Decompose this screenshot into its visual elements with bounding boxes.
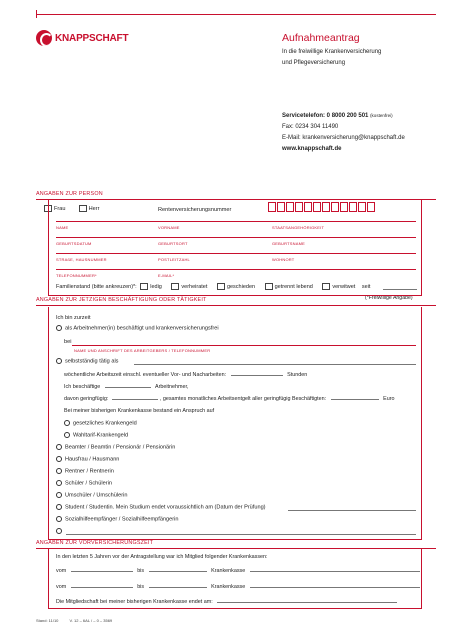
bis-label: bis: [137, 568, 145, 574]
anspruch-label: Bei meiner bisherigen Krankenkasse bestand ein Anspruch auf: [64, 408, 215, 414]
vom-label-2: vom: [56, 584, 67, 590]
wahltarif-label: Wahltarif-Krankengeld: [73, 432, 129, 439]
student-label: Student / Studentin. Mein Studium endet voraussichtlich am (Datum der Prüfung): [65, 504, 266, 511]
logo-text: KNAPPSCHAFT: [55, 32, 129, 44]
vom-input-2[interactable]: [71, 587, 133, 588]
strasse-field[interactable]: STRAßE, HAUSNUMMER: [56, 257, 107, 262]
arbeitszeit-label: wöchentliche Arbeitszeit einschl. eventueller Vor- und Nacharbeiten:: [64, 372, 227, 378]
gesamtes-label: , gesamtes monatliches Arbeitsentgelt aller geringfügig Beschäftigten:: [159, 396, 327, 402]
krankenkasse-label: Krankenkasse: [211, 568, 246, 574]
email-address: E-Mail: krankenversicherung@knappschaft.de: [282, 135, 405, 141]
staatsangehoerigkeit-field[interactable]: STAATSANGEHÖRIGKEIT: [272, 225, 325, 230]
hausfrau-label: Hausfrau / Hausmann: [65, 456, 120, 463]
previous-intro: In den letzten 5 Jahren vor der Antragstellung war ich Mitglied folgender Krankenkassen:: [56, 554, 268, 560]
website: www.knappschaft.de: [282, 146, 342, 152]
freiwillig-note: (*Freiwillige Angabe): [365, 295, 413, 301]
service-phone: Servicetelefon: 0 8000 200 501: [282, 113, 369, 119]
employment-box: [48, 307, 422, 540]
subtitle-line-1: In die freiwillige Krankenversicherung: [282, 49, 382, 55]
section-employment-label: ANGABEN ZUR JETZIGEN BESCHÄFTIGUNG ODER TÄTIGKEIT: [36, 297, 207, 303]
familienstand-label: Familienstand (bitte ankreuzen)*:: [56, 283, 137, 290]
bis-label-2: bis: [137, 584, 145, 590]
bis-input[interactable]: [149, 571, 207, 572]
wohnort-field[interactable]: WOHNORT: [272, 257, 295, 262]
stunden-label: Stunden: [287, 372, 308, 378]
endet-input[interactable]: [217, 602, 397, 603]
sozialhilfe-label: Sozialhilfeempfänger / Sozialhilfeempfängerin: [65, 516, 179, 523]
selbstaendig-label: selbstständig tätig als: [65, 358, 119, 365]
arbeitnehmer-count-label: Arbeitnehmer,: [154, 384, 189, 390]
krankenkasse-input-2[interactable]: [250, 587, 420, 588]
page-title: Aufnahmeantrag: [282, 32, 360, 44]
email-field[interactable]: E-MAIL*: [158, 273, 175, 278]
subtitle-line-2: und Pflegeversicherung: [282, 60, 346, 66]
bei-label: bei: [64, 339, 72, 345]
frau-label: Frau: [54, 205, 66, 212]
verheiratet-label: verheiratet: [181, 283, 208, 290]
telefon-field[interactable]: TELEFONNUMMER*: [56, 273, 97, 278]
endet-label: Die Mitgliedschaft bei meiner bisherigen Krankenkasse endet am:: [56, 599, 213, 605]
vom-label: vom: [56, 568, 67, 574]
arbeitnehmer-label: als Arbeitnehmer(in) beschäftigt und krankenversicherungsfrei: [65, 325, 219, 332]
umschueler-label: Umschüler / Umschülerin: [65, 492, 128, 499]
knappschaft-logo: [36, 30, 128, 46]
krankenkasse-label-2: Krankenkasse: [211, 584, 246, 590]
verwitwet-label: verwitwet: [332, 283, 356, 290]
contact-block: [282, 110, 405, 155]
section-previous-label: ANGABEN ZUR VORVERSICHERUNGSZEIT: [36, 540, 154, 546]
geburtsort-field[interactable]: GEBURTSORT: [158, 241, 188, 246]
page-subtitle: [282, 47, 381, 69]
geburtsname-field[interactable]: GEBURTSNAME: [272, 241, 306, 246]
postleitzahl-field[interactable]: POSTLEITZAHL: [158, 257, 190, 262]
euro-label: Euro: [383, 396, 395, 402]
vorname-field[interactable]: VORNAME: [158, 225, 180, 230]
bin-zurzeit: Ich bin zurzeit: [56, 315, 91, 321]
rvn-label: Rentenversicherungsnummer: [158, 207, 232, 213]
bis-input-2[interactable]: [149, 587, 207, 588]
section-divider: [36, 305, 436, 306]
logo-icon: [36, 30, 52, 46]
footer-code: V. 12 – 6AL / – 0 – 3569: [69, 618, 113, 623]
footer-stand: Stand: 11/10: [36, 618, 59, 623]
krankenkasse-input[interactable]: [250, 571, 420, 572]
seit-label: seit: [361, 283, 371, 290]
beamter-label: Beamter / Beamtin / Pensionär / Pensionärin: [65, 444, 176, 451]
service-note: (kostenfrei): [370, 113, 393, 118]
geburtsdatum-field[interactable]: GEBURTSDATUM: [56, 241, 92, 246]
arbeitgeber-label: NAME UND ANSCHRIFT DES ARBEITGEBERS / TELEFONNUMMER: [74, 348, 211, 353]
krankengeld-label: gesetzliches Krankengeld: [73, 420, 137, 427]
getrennt-label: getrennt lebend: [274, 283, 313, 290]
geringfuegig-label: davon geringfügig:: [64, 396, 109, 402]
herr-label: Herr: [88, 205, 100, 212]
fax-number: Fax: 0234 304 11490: [282, 124, 339, 130]
person-box: [48, 200, 422, 296]
beschaeftige-label: Ich beschäftige: [64, 384, 101, 390]
section-person-label: ANGABEN ZUR PERSON: [36, 191, 103, 197]
schueler-label: Schüler / Schülerin: [65, 480, 112, 487]
vom-input[interactable]: [71, 571, 133, 572]
geschieden-label: geschieden: [226, 283, 256, 290]
footer: [36, 618, 112, 623]
rentner-label: Rentner / Rentnerin: [65, 468, 114, 475]
top-rule: [36, 14, 436, 15]
name-field[interactable]: NAME: [56, 225, 69, 230]
ledig-label: ledig: [150, 283, 162, 290]
